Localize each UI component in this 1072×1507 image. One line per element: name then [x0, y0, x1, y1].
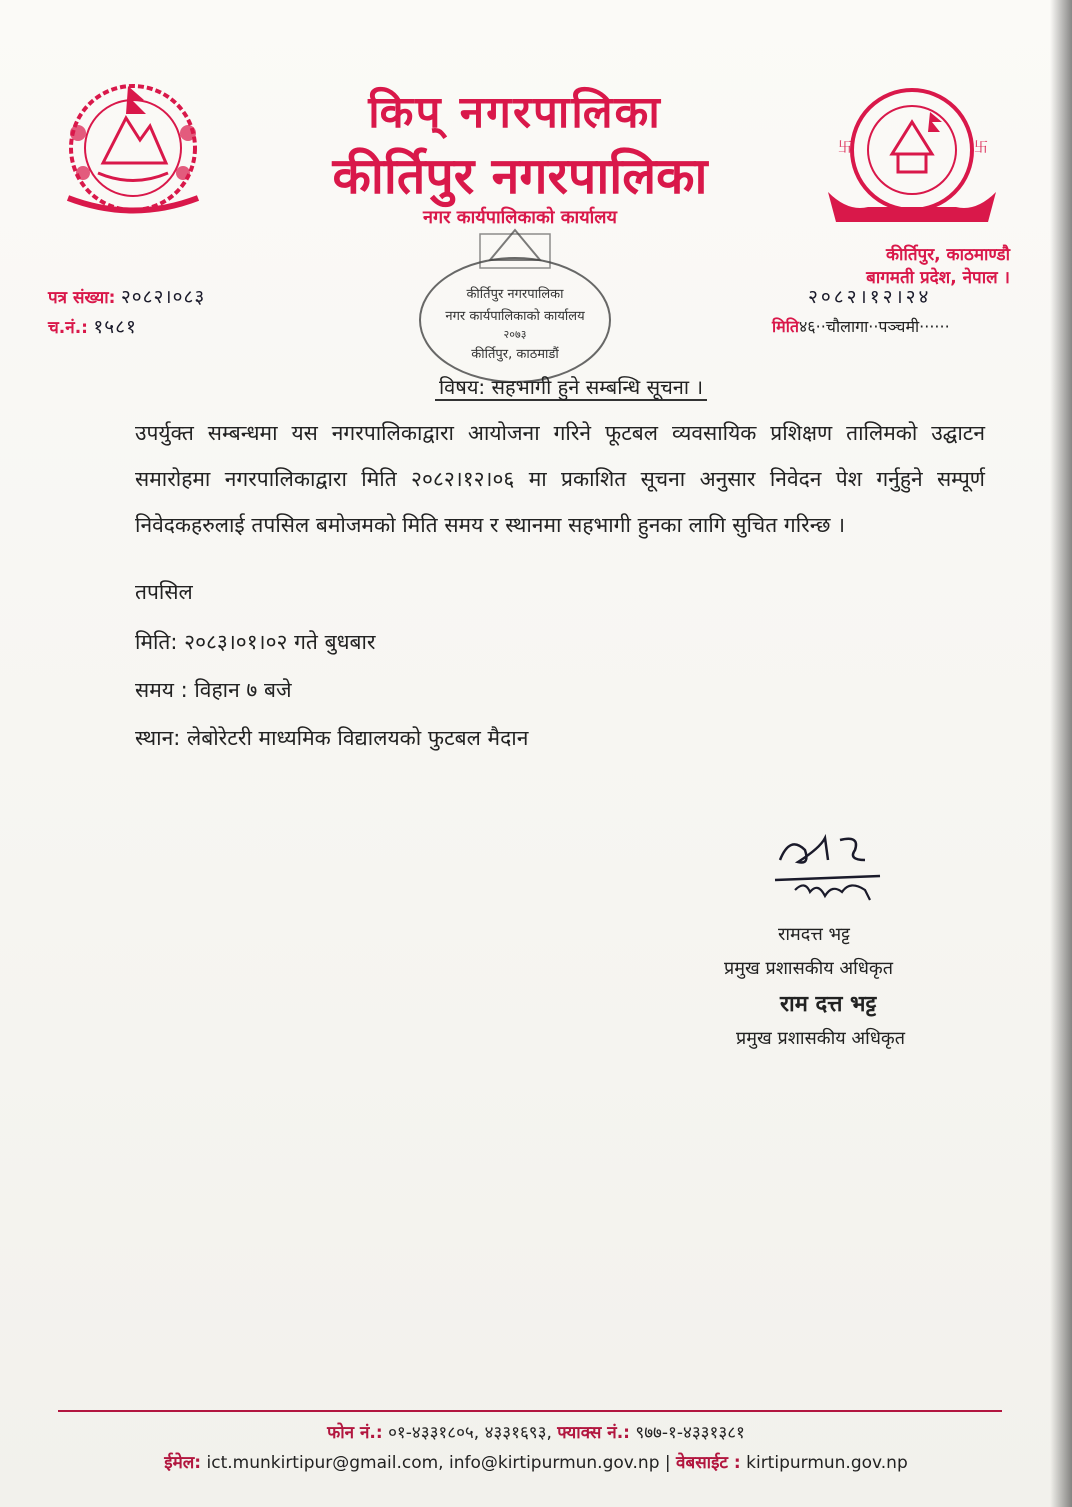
date-label: मिति — [772, 317, 799, 336]
stamp-line-1: कीर्तिपुर नगरपालिका — [466, 287, 564, 302]
fax-label: फ्याक्स नं.: — [557, 1423, 630, 1443]
website-value: kirtipurmun.gov.np — [746, 1453, 908, 1473]
municipality-name: कीर्तिपुर नगरपालिका — [332, 147, 708, 205]
reference-value: २०८२।०८३ — [120, 286, 206, 308]
signatory-title-stamped: प्रमुख प्रशासकीय अधिकृत — [736, 1028, 905, 1049]
footer-contact — [0, 1420, 1072, 1443]
office-stamp-icon — [410, 220, 620, 390]
dispatch-value: १५८१ — [93, 316, 137, 338]
reference-label: पत्र संख्या: — [48, 288, 116, 308]
office-name: नगर कार्यपालिकाको कार्यालय — [423, 207, 617, 228]
schedule-venue: स्थान: लेबोरेटरी माध्यमिक विद्यालयको फुटबल मैदान — [135, 726, 529, 750]
footer-separator: | — [664, 1453, 671, 1473]
phone-label: फोन नं.: — [327, 1423, 383, 1443]
municipality-logo-icon — [818, 82, 1006, 230]
footer-web — [0, 1450, 1072, 1473]
phone-value: ०१-४३३१८०५, ४३३१६९३, — [388, 1423, 552, 1443]
page-edge-shadow — [1050, 0, 1072, 1507]
email-label: ईमेल: — [164, 1453, 202, 1473]
dispatch-number — [48, 313, 137, 339]
letter-date-value: २०८२।१२।२४ — [808, 286, 932, 308]
schedule-heading: तपसिल — [135, 580, 193, 604]
reference-number — [48, 283, 205, 309]
svg-text:卐: 卐 — [838, 140, 852, 156]
stamp-year: २०७३ — [503, 328, 527, 341]
subject-text: विषय: सहभागी हुने सम्बन्धि सूचना । — [435, 375, 707, 401]
signatory-name-stamped: राम दत्त भट्ट — [780, 992, 877, 1017]
stamp-line-3: कीर्तिपुर, काठमाडौं — [471, 347, 559, 362]
date-suffix: ४६··चौलागा··पञ्चमी······ — [798, 317, 950, 336]
subject-line — [0, 373, 1072, 400]
email-value: ict.munkirtipur@gmail.com, info@kirtipurmun.gov.np — [206, 1453, 660, 1473]
address-line-2: बागमती प्रदेश, नेपाल । — [866, 268, 1010, 288]
fax-value: ९७७-१-४३३१३८१ — [635, 1423, 745, 1443]
signature-icon — [770, 830, 890, 910]
stamp-line-2: नगर कार्यपालिकाको कार्यालय — [445, 309, 585, 324]
signatory-title-handwritten: प्रमुख प्रशासकीय अधिकृत — [724, 958, 893, 979]
address-line-1: कीर्तिपुर, काठमाण्डौ — [885, 245, 1010, 265]
letter-date — [772, 315, 1012, 337]
schedule-date: मिति: २०८३।०१।०२ गते बुधबार — [135, 630, 376, 654]
schedule-time: समय : विहान ७ बजे — [135, 678, 292, 702]
svg-text:卐: 卐 — [974, 140, 988, 156]
website-label: वेबसाईट : — [676, 1453, 741, 1473]
municipality-tagline: किप्‌ नगरपालिका — [368, 87, 662, 138]
footer-divider — [58, 1410, 1002, 1412]
signatory-name-handwritten: रामदत्त भट्ट — [778, 924, 850, 945]
letter-body: उपर्युक्त सम्बन्धमा यस नगरपालिकाद्वारा आयोजना गरिने फूटबल व्यवसायिक प्रशिक्षण तालिमको उद्घाटन समारोहमा नगरपालिकाद्वारा मिति २०८२।१२।०६ मा प्रकाशित सूचना अनुसार निवेदन पेश गर्नुहुने सम्पूर्ण निवेदकहरुलाई तपसिल बमोजमको मिति समय र स्थानमा सहभागी हुनका लागि सुचित गरिन्छ । — [135, 421, 985, 537]
nepal-emblem-icon — [48, 78, 218, 223]
dispatch-label: च.नं.: — [48, 318, 88, 338]
